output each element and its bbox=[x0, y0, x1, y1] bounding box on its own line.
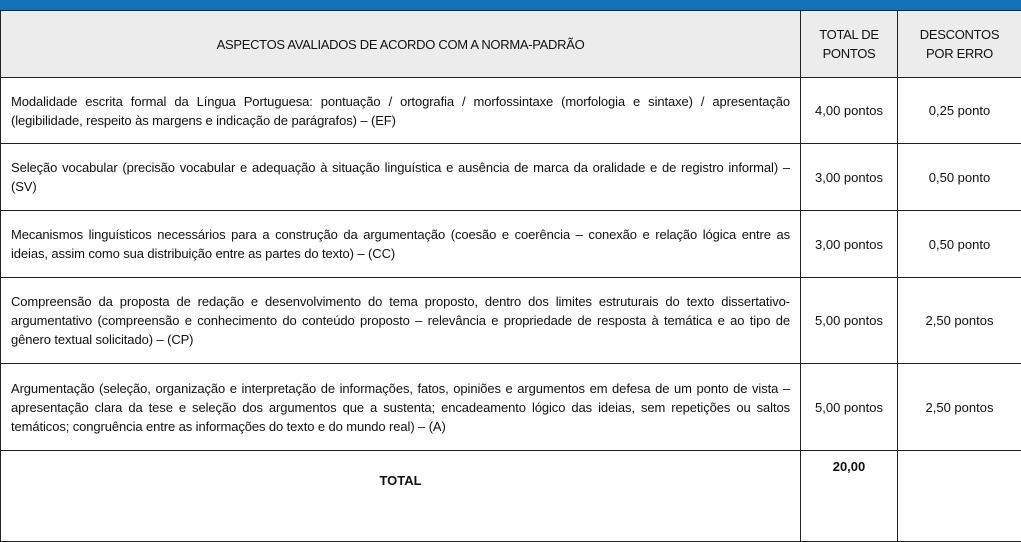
table-row bbox=[1, 144, 1021, 211]
aspect-total: 5,00 pontos bbox=[801, 364, 898, 451]
table-row bbox=[1, 278, 1021, 364]
aspect-discount: 2,50 pontos bbox=[898, 278, 1021, 364]
aspect-total: 3,00 pontos bbox=[801, 144, 898, 211]
aspect-description: Modalidade escrita formal da Língua Portuguesa: pontuação / ortografia / morfossintaxe (morfologia e sintaxe) / apresentação (legibilidade, respeito às margens e indicação de parágrafos) – (EF) bbox=[1, 78, 801, 144]
aspect-total: 4,00 pontos bbox=[801, 78, 898, 144]
total-row bbox=[1, 451, 1021, 542]
aspect-total: 5,00 pontos bbox=[801, 278, 898, 364]
table-header bbox=[1, 11, 1021, 78]
header-total-points: TOTAL DE PONTOS bbox=[801, 11, 898, 78]
aspect-discount: 2,50 pontos bbox=[898, 364, 1021, 451]
header-bar bbox=[0, 0, 1021, 10]
total-value: 20,00 bbox=[801, 451, 898, 542]
aspect-discount: 0,25 ponto bbox=[898, 78, 1021, 144]
aspect-description: Compreensão da proposta de redação e desenvolvimento do tema proposto, dentro dos limites estruturais do texto dissertativo-argumentativo (compreensão e conhecimento do conteúdo proposto – relevância e propriedade de resposta à temática e ao tipo de gênero textual solicitado) – (CP) bbox=[1, 278, 801, 364]
aspect-total: 3,00 pontos bbox=[801, 211, 898, 278]
aspect-description: Mecanismos linguísticos necessários para a construção da argumentação (coesão e coerência – conexão e relação lógica entre as ideias, assim como sua distribuição entre as partes do texto) – (CC) bbox=[1, 211, 801, 278]
header-aspects: ASPECTOS AVALIADOS DE ACORDO COM A NORMA-PADRÃO bbox=[1, 11, 801, 78]
aspect-description: Seleção vocabular (precisão vocabular e adequação à situação linguística e ausência de marca da oralidade e de registro informal) – (SV) bbox=[1, 144, 801, 211]
table-row bbox=[1, 364, 1021, 451]
header-discounts: DESCONTOS POR ERRO bbox=[898, 11, 1021, 78]
table-row bbox=[1, 78, 1021, 144]
table-row bbox=[1, 211, 1021, 278]
aspect-discount: 0,50 ponto bbox=[898, 211, 1021, 278]
total-label: TOTAL bbox=[1, 451, 801, 542]
aspect-description: Argumentação (seleção, organização e interpretação de informações, fatos, opiniões e argumentos em defesa de um ponto de vista – apresentação clara da tese e seleção dos argumentos que a sustenta; encadeamento lógico das ideias, sem repetições ou saltos temáticos; congruência entre as informações do texto e do mundo real) – (A) bbox=[1, 364, 801, 451]
aspect-discount: 0,50 ponto bbox=[898, 144, 1021, 211]
evaluation-table bbox=[0, 10, 1021, 542]
total-discount-empty bbox=[898, 451, 1021, 542]
